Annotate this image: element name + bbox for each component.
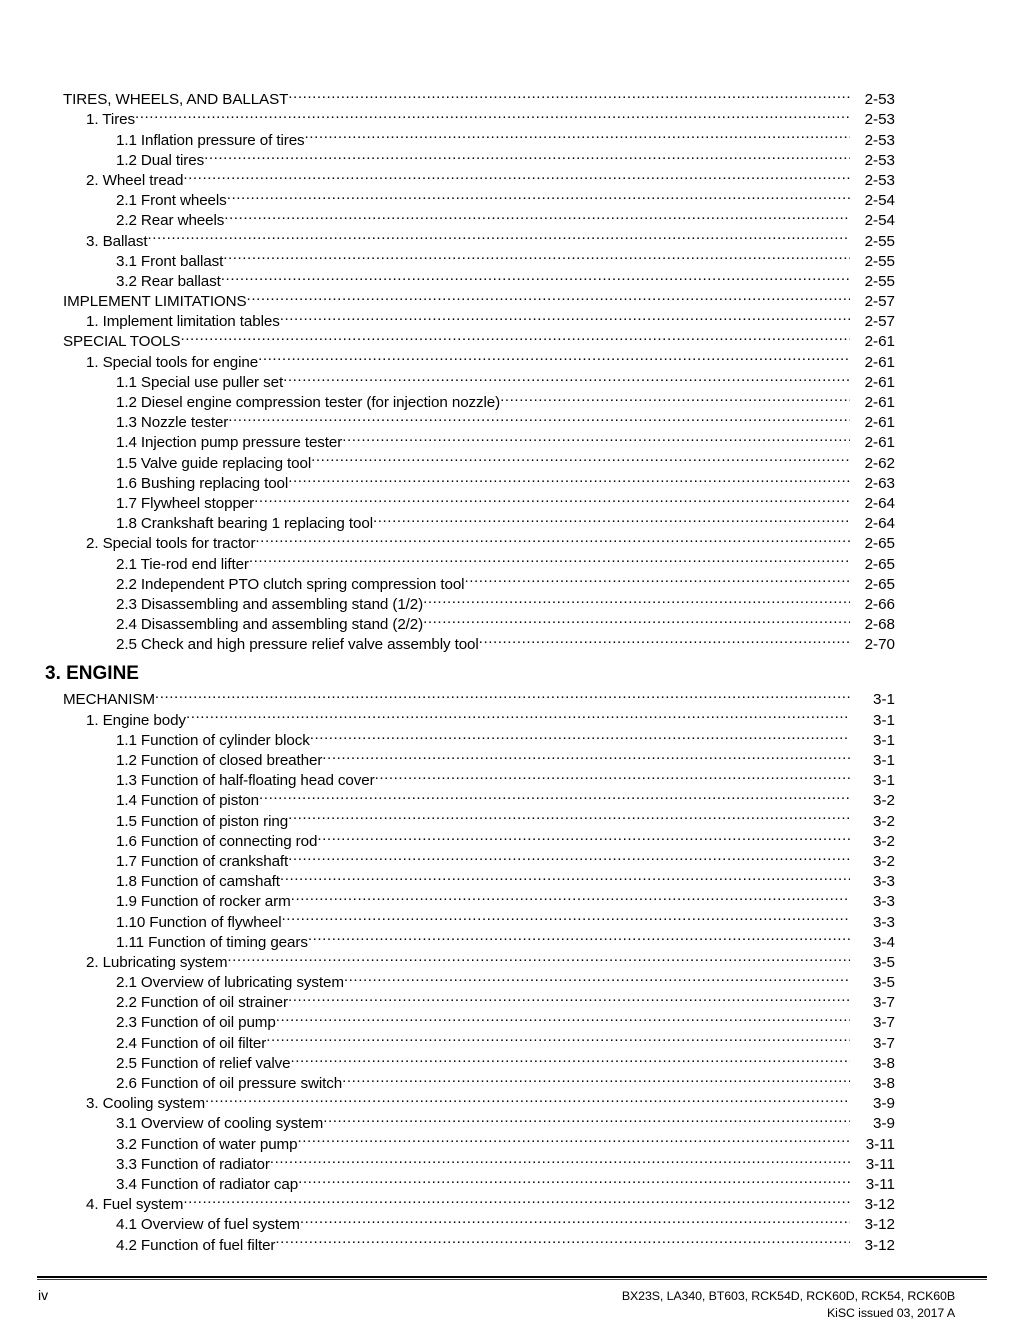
toc-leader-dots xyxy=(186,704,850,724)
toc-entry-page-number: 2-53 xyxy=(864,131,895,149)
toc-leader-dots xyxy=(288,987,850,1007)
toc-entry-label: 2. Lubricating system xyxy=(86,953,228,971)
toc-entry-label: 2.2 Function of oil strainer xyxy=(116,994,288,1012)
toc-leader-dots xyxy=(311,447,850,467)
toc-entry-page-number: 2-66 xyxy=(864,595,895,613)
toc-leader-dots xyxy=(180,326,850,346)
toc-entry-label: 1.3 Nozzle tester xyxy=(116,414,229,432)
toc-leader-dots xyxy=(224,205,850,225)
toc-entry-label: 2.2 Rear wheels xyxy=(116,212,225,230)
toc-entry-label: 2.5 Check and high pressure relief valve assembly tool xyxy=(116,636,479,654)
chapter-heading-label: 3. ENGINE xyxy=(45,663,139,685)
toc-leader-dots xyxy=(280,866,850,886)
toc-entry-label: 4.1 Overview of fuel system xyxy=(116,1216,300,1234)
toc-entry-page-number: 2-53 xyxy=(864,91,895,109)
toc-entry-page-number: 3-1 xyxy=(873,752,895,769)
toc-leader-dots xyxy=(298,1169,850,1189)
toc-entry-page-number: 2-53 xyxy=(864,171,895,189)
toc-entry-label: IMPLEMENT LIMITATIONS xyxy=(63,293,247,311)
toc-entry-label: 2.1 Overview of lubricating system xyxy=(116,974,344,992)
toc-leader-dots xyxy=(344,967,850,987)
toc-entry-page-number: 3-12 xyxy=(864,1196,895,1214)
toc-leader-dots xyxy=(464,569,850,589)
toc-leader-dots xyxy=(373,508,850,528)
toc-entry[interactable] xyxy=(0,684,1024,709)
toc-leader-dots xyxy=(308,927,850,947)
toc-entry-label: TIRES, WHEELS, AND BALLAST xyxy=(63,91,289,109)
toc-entry-page-number: 3-7 xyxy=(873,994,895,1012)
footer-issue-note: KiSC issued 03, 2017 A xyxy=(827,1306,955,1320)
toc-leader-dots xyxy=(135,104,850,124)
toc-leader-dots xyxy=(259,785,850,805)
toc-entry-label: 1.9 Function of rocker arm xyxy=(116,893,291,911)
toc-entry-page-number: 3-12 xyxy=(864,1236,895,1254)
toc-leader-dots xyxy=(228,407,850,427)
toc-leader-dots xyxy=(291,886,850,906)
toc-entry-page-number: 2-64 xyxy=(864,494,895,512)
toc-entry-label: 2.1 Front wheels xyxy=(116,192,227,210)
toc-leader-dots xyxy=(282,906,850,926)
toc-leader-dots xyxy=(266,1027,850,1047)
toc-entry-label: 1. Engine body xyxy=(86,711,186,729)
toc-entry-label: 2.1 Tie-rod end lifter xyxy=(116,555,249,573)
toc-entry-label: MECHANISM xyxy=(63,691,155,709)
toc-leader-dots xyxy=(283,367,850,387)
footer-divider-secondary xyxy=(37,1279,987,1280)
toc-leader-dots xyxy=(258,346,850,366)
toc-entry-label: 2.2 Independent PTO clutch spring compression tool xyxy=(116,575,465,593)
toc-entry-page-number: 3-5 xyxy=(873,953,895,971)
toc-entry-page-number: 2-61 xyxy=(864,434,895,452)
toc-entry-label: SPECIAL TOOLS xyxy=(63,333,181,351)
toc-entry-label: 3.3 Function of radiator xyxy=(116,1155,270,1173)
toc-leader-dots xyxy=(423,609,850,629)
toc-entry-page-number: 2-55 xyxy=(864,232,895,250)
toc-entry-page-number: 3-1 xyxy=(873,731,895,749)
toc-entry-label: 1.4 Function of piston xyxy=(116,792,260,810)
toc-leader-dots xyxy=(288,846,850,866)
toc-entry-page-number: 2-61 xyxy=(864,333,895,351)
toc-entry-label: 1. Tires xyxy=(86,111,135,129)
toc-entry-label: 2.3 Function of oil pump xyxy=(116,1014,276,1032)
toc-leader-dots xyxy=(305,124,850,144)
toc-leader-dots xyxy=(423,589,850,609)
toc-entry-label: 1.2 Function of closed breather xyxy=(116,752,323,769)
toc-entry-label: 1.6 Bushing replacing tool xyxy=(116,474,289,492)
toc-leader-dots xyxy=(310,725,850,745)
table-of-contents xyxy=(0,84,1024,1254)
toc-entry-page-number: 3-1 xyxy=(873,691,895,709)
toc-leader-dots xyxy=(275,1229,850,1249)
toc-leader-dots xyxy=(183,165,850,185)
toc-entry-page-number: 3-2 xyxy=(873,812,895,830)
toc-entry-page-number: 2-65 xyxy=(864,535,895,553)
toc-entry-page-number: 2-53 xyxy=(864,111,895,129)
toc-entry-page-number: 2-54 xyxy=(864,192,895,210)
toc-entry-label: 3. Ballast xyxy=(86,232,148,250)
toc-leader-dots xyxy=(288,468,850,488)
toc-leader-dots xyxy=(147,225,850,245)
toc-leader-dots xyxy=(290,1048,850,1068)
toc-leader-dots xyxy=(221,266,850,286)
toc-entry-page-number: 2-53 xyxy=(864,151,895,169)
toc-entry-page-number: 3-2 xyxy=(873,792,895,810)
toc-leader-dots xyxy=(297,1128,850,1148)
toc-leader-dots xyxy=(317,826,850,846)
toc-entry-page-number: 3-7 xyxy=(873,1034,895,1052)
toc-entry-label: 1.7 Flywheel stopper xyxy=(116,494,255,512)
toc-entry[interactable] xyxy=(0,84,1024,109)
toc-entry-page-number: 3-3 xyxy=(873,913,895,931)
chapter-heading xyxy=(0,656,1024,684)
toc-entry-page-number: 2-70 xyxy=(864,636,895,654)
toc-entry-page-number: 2-63 xyxy=(864,474,895,492)
toc-entry-page-number: 3-4 xyxy=(873,933,895,951)
toc-entry-label: 3.1 Front ballast xyxy=(116,252,224,270)
toc-leader-dots xyxy=(323,1108,850,1128)
toc-entry-label: 3.2 Function of water pump xyxy=(116,1135,298,1153)
toc-entry-label: 2.5 Function of relief valve xyxy=(116,1054,291,1072)
toc-entry-page-number: 3-8 xyxy=(873,1054,895,1072)
toc-entry-label: 1.8 Crankshaft bearing 1 replacing tool xyxy=(116,515,373,533)
toc-entry-label: 2.6 Function of oil pressure switch xyxy=(116,1075,343,1092)
toc-leader-dots xyxy=(249,548,850,568)
toc-entry-page-number: 2-68 xyxy=(864,616,895,634)
toc-entry-page-number: 3-8 xyxy=(873,1075,895,1092)
toc-leader-dots xyxy=(205,1088,850,1108)
toc-leader-dots xyxy=(254,488,850,508)
toc-entry-page-number: 2-55 xyxy=(864,272,895,290)
toc-entry-page-number: 3-5 xyxy=(873,974,895,992)
toc-entry-page-number: 2-61 xyxy=(864,394,895,411)
toc-entry-label: 2. Special tools for tractor xyxy=(86,535,256,553)
toc-entry-label: 1. Special tools for engine xyxy=(86,353,259,371)
toc-entry-page-number: 3-7 xyxy=(873,1014,895,1032)
toc-entry-label: 1.1 Inflation pressure of tires xyxy=(116,131,305,149)
toc-entry-label: 1.1 Function of cylinder block xyxy=(116,731,310,749)
toc-entry-label: 1.7 Function of crankshaft xyxy=(116,852,289,870)
toc-entry-label: 3.2 Rear ballast xyxy=(116,272,221,290)
toc-leader-dots xyxy=(500,387,850,407)
toc-entry-label: 4. Fuel system xyxy=(86,1196,184,1214)
toc-entry-label: 2.4 Function of oil filter xyxy=(116,1034,267,1052)
footer-divider xyxy=(37,1276,987,1278)
toc-entry-page-number: 3-2 xyxy=(873,852,895,870)
toc-entry-label: 3.1 Overview of cooling system xyxy=(116,1115,324,1133)
toc-entry-page-number: 2-57 xyxy=(864,293,895,311)
page-folio: iv xyxy=(38,1287,49,1303)
toc-entry-page-number: 3-11 xyxy=(865,1155,895,1173)
toc-entry-label: 1.4 Injection pump pressure tester xyxy=(116,434,343,452)
toc-entry-page-number: 3-9 xyxy=(873,1095,895,1113)
toc-entry-label: 3.4 Function of radiator cap xyxy=(116,1175,299,1193)
toc-entry-label: 3. Cooling system xyxy=(86,1095,206,1113)
toc-leader-dots xyxy=(255,528,850,548)
toc-entry-label: 1.6 Function of connecting rod xyxy=(116,832,318,850)
toc-entry-page-number: 2-54 xyxy=(864,212,895,230)
toc-entry-page-number: 2-62 xyxy=(864,454,895,472)
toc-entry-page-number: 2-61 xyxy=(864,353,895,371)
toc-entry-page-number: 3-1 xyxy=(873,772,895,790)
toc-entry-label: 2.4 Disassembling and assembling stand (2/2) xyxy=(116,616,424,634)
toc-leader-dots xyxy=(223,246,850,266)
toc-leader-dots xyxy=(300,1209,850,1229)
toc-entry-page-number: 2-57 xyxy=(864,313,895,331)
toc-entry-label: 1.11 Function of timing gears xyxy=(116,933,308,951)
toc-entry-page-number: 3-2 xyxy=(873,832,895,850)
toc-entry-page-number: 3-12 xyxy=(864,1216,895,1234)
toc-entry-label: 2.3 Disassembling and assembling stand (1/2) xyxy=(116,595,424,613)
toc-entry-page-number: 2-61 xyxy=(864,373,895,391)
toc-leader-dots xyxy=(227,185,850,205)
toc-entry-page-number: 3-11 xyxy=(865,1135,895,1153)
toc-leader-dots xyxy=(280,306,850,326)
toc-leader-dots xyxy=(322,745,850,765)
toc-entry-page-number: 2-64 xyxy=(864,515,895,533)
toc-entry-page-number: 3-9 xyxy=(873,1115,895,1133)
toc-leader-dots xyxy=(288,84,850,104)
toc-leader-dots xyxy=(247,286,850,306)
toc-entry-page-number: 2-55 xyxy=(864,252,895,270)
toc-entry-label: 1. Implement limitation tables xyxy=(86,313,280,331)
toc-entry-page-number: 3-3 xyxy=(873,873,895,891)
toc-entry-label: 1.2 Diesel engine compression tester (for injection nozzle) xyxy=(116,394,501,411)
toc-leader-dots xyxy=(270,1149,850,1169)
toc-leader-dots xyxy=(227,947,850,967)
toc-entry-label: 1.8 Function of camshaft xyxy=(116,873,280,891)
toc-leader-dots xyxy=(375,765,850,785)
toc-entry-label: 1.2 Dual tires xyxy=(116,151,205,169)
toc-entry-label: 4.2 Function of fuel filter xyxy=(116,1236,276,1254)
toc-entry-label: 1.5 Valve guide replacing tool xyxy=(116,454,312,472)
toc-entry-page-number: 2-65 xyxy=(864,555,895,573)
toc-leader-dots xyxy=(204,145,850,165)
toc-entry-label: 2. Wheel tread xyxy=(86,171,184,189)
toc-entry-page-number: 3-1 xyxy=(873,711,895,729)
toc-entry-label: 1.5 Function of piston ring xyxy=(116,812,289,830)
toc-leader-dots xyxy=(155,684,850,704)
toc-entry-page-number: 3-11 xyxy=(865,1175,895,1193)
toc-entry-label: 1.1 Special use puller set xyxy=(116,373,284,391)
toc-leader-dots xyxy=(342,427,850,447)
toc-leader-dots xyxy=(342,1068,850,1088)
toc-leader-dots xyxy=(479,629,850,649)
toc-entry-page-number: 2-61 xyxy=(864,414,895,432)
footer-model-list: BX23S, LA340, BT603, RCK54D, RCK60D, RCK54, RCK60B xyxy=(621,1289,955,1303)
toc-entry-label: 1.10 Function of flywheel xyxy=(116,913,282,931)
toc-leader-dots xyxy=(288,805,850,825)
toc-leader-dots xyxy=(276,1007,850,1027)
toc-entry-label: 1.3 Function of half-floating head cover xyxy=(116,772,375,790)
toc-leader-dots xyxy=(183,1189,850,1209)
toc-entry-page-number: 2-65 xyxy=(864,575,895,593)
toc-entry-page-number: 3-3 xyxy=(873,893,895,911)
